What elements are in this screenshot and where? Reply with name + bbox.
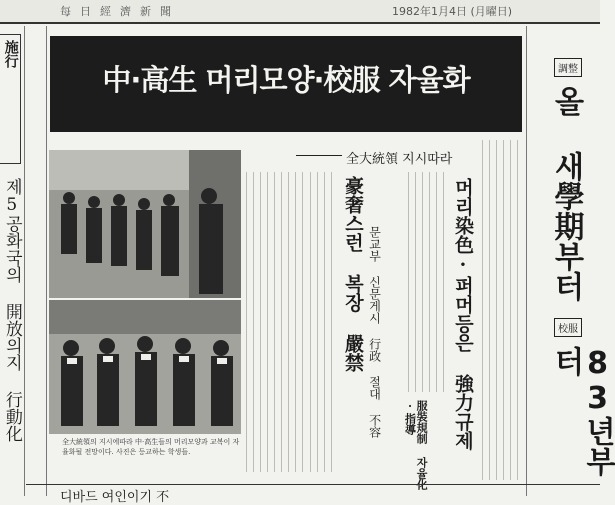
right-headline-new-term: 올 새學期부터 bbox=[548, 86, 584, 301]
left-stub-top: 施行 bbox=[2, 40, 19, 68]
newspaper-name: 每日經濟新聞 bbox=[60, 5, 180, 18]
column-rule bbox=[24, 26, 25, 496]
photo-schoolgirls bbox=[49, 300, 241, 434]
bottom-strip-text: 디바드 여인이기 不 bbox=[60, 490, 170, 505]
photo-schoolgirls-image bbox=[49, 300, 241, 434]
article-body-column bbox=[310, 172, 334, 472]
main-headline: 中·高生 머리모양·校服 자율화 bbox=[102, 63, 470, 97]
subhead-luxury-dress: 豪奢스런 복장 嚴禁 bbox=[341, 176, 364, 372]
right-headline-1983: 83년부터 bbox=[548, 346, 615, 476]
column-rule bbox=[46, 26, 47, 496]
left-stub-headline: 제5공화국의 開放의지 行動化 bbox=[1, 178, 22, 442]
article-body-column bbox=[246, 172, 306, 472]
article-body-column bbox=[482, 140, 522, 480]
issue-date: 1982年1月4日 (月曜日) bbox=[392, 5, 513, 18]
subhead-ministry: 문교부 신문게시 行政 절대 不容 bbox=[367, 226, 382, 438]
column-rule bbox=[526, 26, 527, 496]
label-uniform: 校服 bbox=[554, 318, 582, 337]
kicker: 全大統領 지시따라 bbox=[346, 152, 453, 167]
photo-students-queue bbox=[49, 150, 241, 298]
article-body-column bbox=[408, 172, 448, 392]
photo-students-queue-image bbox=[49, 150, 241, 298]
label-adjustment: 調整 bbox=[554, 58, 582, 77]
bottom-rule bbox=[26, 484, 600, 485]
photo-caption: 全大統領의 지시에따라 中·高生들의 머리모양과 교복이 자율화될 전망이다. 사진은 등교하는 학생들. bbox=[62, 438, 240, 456]
subhead-dress-guidance: 服裝規制 자율化·指導 bbox=[403, 400, 429, 490]
kicker-dash bbox=[296, 155, 342, 156]
subhead-hair-dye: 머리染色·퍼머등은 強力규제 bbox=[451, 178, 474, 450]
